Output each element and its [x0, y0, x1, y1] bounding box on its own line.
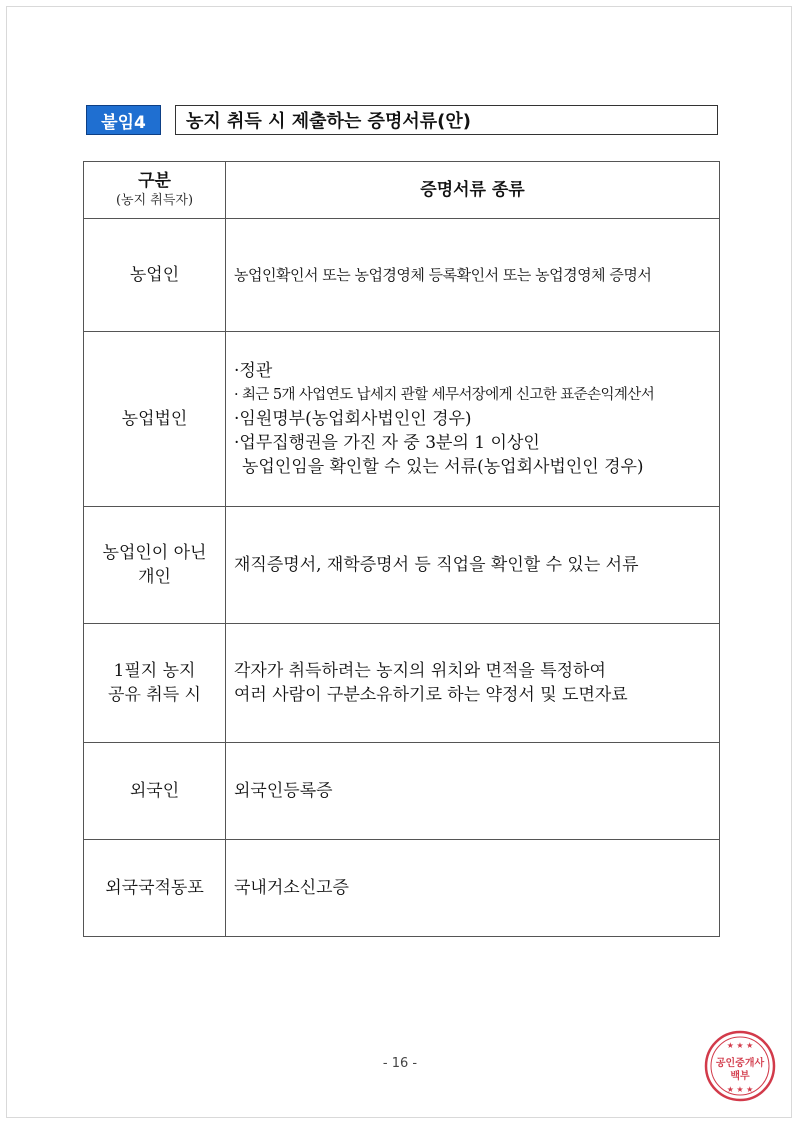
table-row [84, 332, 720, 507]
documents-cell [226, 743, 720, 840]
header-category [84, 162, 226, 219]
document-text: 여러 사람이 구분소유하기로 하는 약정서 및 도면자료 [234, 685, 628, 705]
attachment-badge: 붙임4 [86, 105, 161, 135]
category-cell [84, 624, 226, 743]
document-item: 농업인임을 확인할 수 있는 서류(농업회사법인인 경우) [242, 457, 644, 477]
category-cell [84, 332, 226, 507]
table-row [84, 507, 720, 624]
page-number: - 16 - [382, 1056, 418, 1071]
table-row [84, 840, 720, 937]
table-header-row [84, 162, 720, 219]
category-cell [84, 507, 226, 624]
proof-documents-table [83, 161, 720, 937]
document-text: 농업인확인서 또는 농업경영체 등록확인서 또는 농업경영체 증명서 [234, 266, 652, 284]
stamp-text-line1: 공인중개사 [715, 1058, 765, 1069]
documents-cell [226, 624, 720, 743]
category-cell [84, 743, 226, 840]
category-text: 개인 [138, 567, 171, 587]
category-text: 농업법인 [121, 409, 188, 429]
header-category-sublabel: (농지 취득자) [115, 193, 194, 208]
documents-cell [226, 507, 720, 624]
seal-stamp [702, 1028, 778, 1104]
document-item: ·임원명부(농업회사법인인 경우) [234, 409, 472, 429]
section-title: 농지 취득 시 제출하는 증명서류(안) [175, 105, 718, 135]
document-text: 각자가 취득하려는 농지의 위치와 면적을 특정하여 [234, 661, 606, 681]
stamp-text-line2: 백부 [730, 1071, 750, 1082]
category-text: 1필지 농지 [113, 661, 196, 681]
table-row [84, 219, 720, 332]
document-item: ·정관 [234, 361, 273, 381]
documents-cell [226, 840, 720, 937]
document-text: 재직증명서, 재학증명서 등 직업을 확인할 수 있는 서류 [234, 555, 639, 575]
stamp-stars-top: ★ ★ ★ [726, 1041, 754, 1050]
section-title-row [86, 105, 718, 135]
header-documents: 증명서류 종류 [226, 162, 720, 219]
category-cell [84, 840, 226, 937]
table-row [84, 743, 720, 840]
document-item: ·업무집행권을 가진 자 중 3분의 1 이상인 [234, 433, 540, 453]
category-text: 외국국적동포 [105, 878, 204, 898]
document-text: 국내거소신고증 [234, 878, 349, 898]
category-text: 공유 취득 시 [108, 685, 201, 705]
header-category-label: 구분 [138, 171, 171, 191]
documents-cell [226, 219, 720, 332]
category-text: 농업인이 아닌 [102, 543, 207, 563]
table-row [84, 624, 720, 743]
category-text: 외국인 [129, 781, 180, 801]
category-cell [84, 219, 226, 332]
documents-cell [226, 332, 720, 507]
stamp-stars-bottom: ★ ★ ★ [726, 1085, 754, 1094]
document-text: 외국인등록증 [234, 781, 333, 801]
category-text: 농업인 [129, 265, 180, 285]
document-item: · 최근 5개 사업연도 납세지 관할 세무서장에게 신고한 표준손익계산서 [234, 387, 655, 403]
